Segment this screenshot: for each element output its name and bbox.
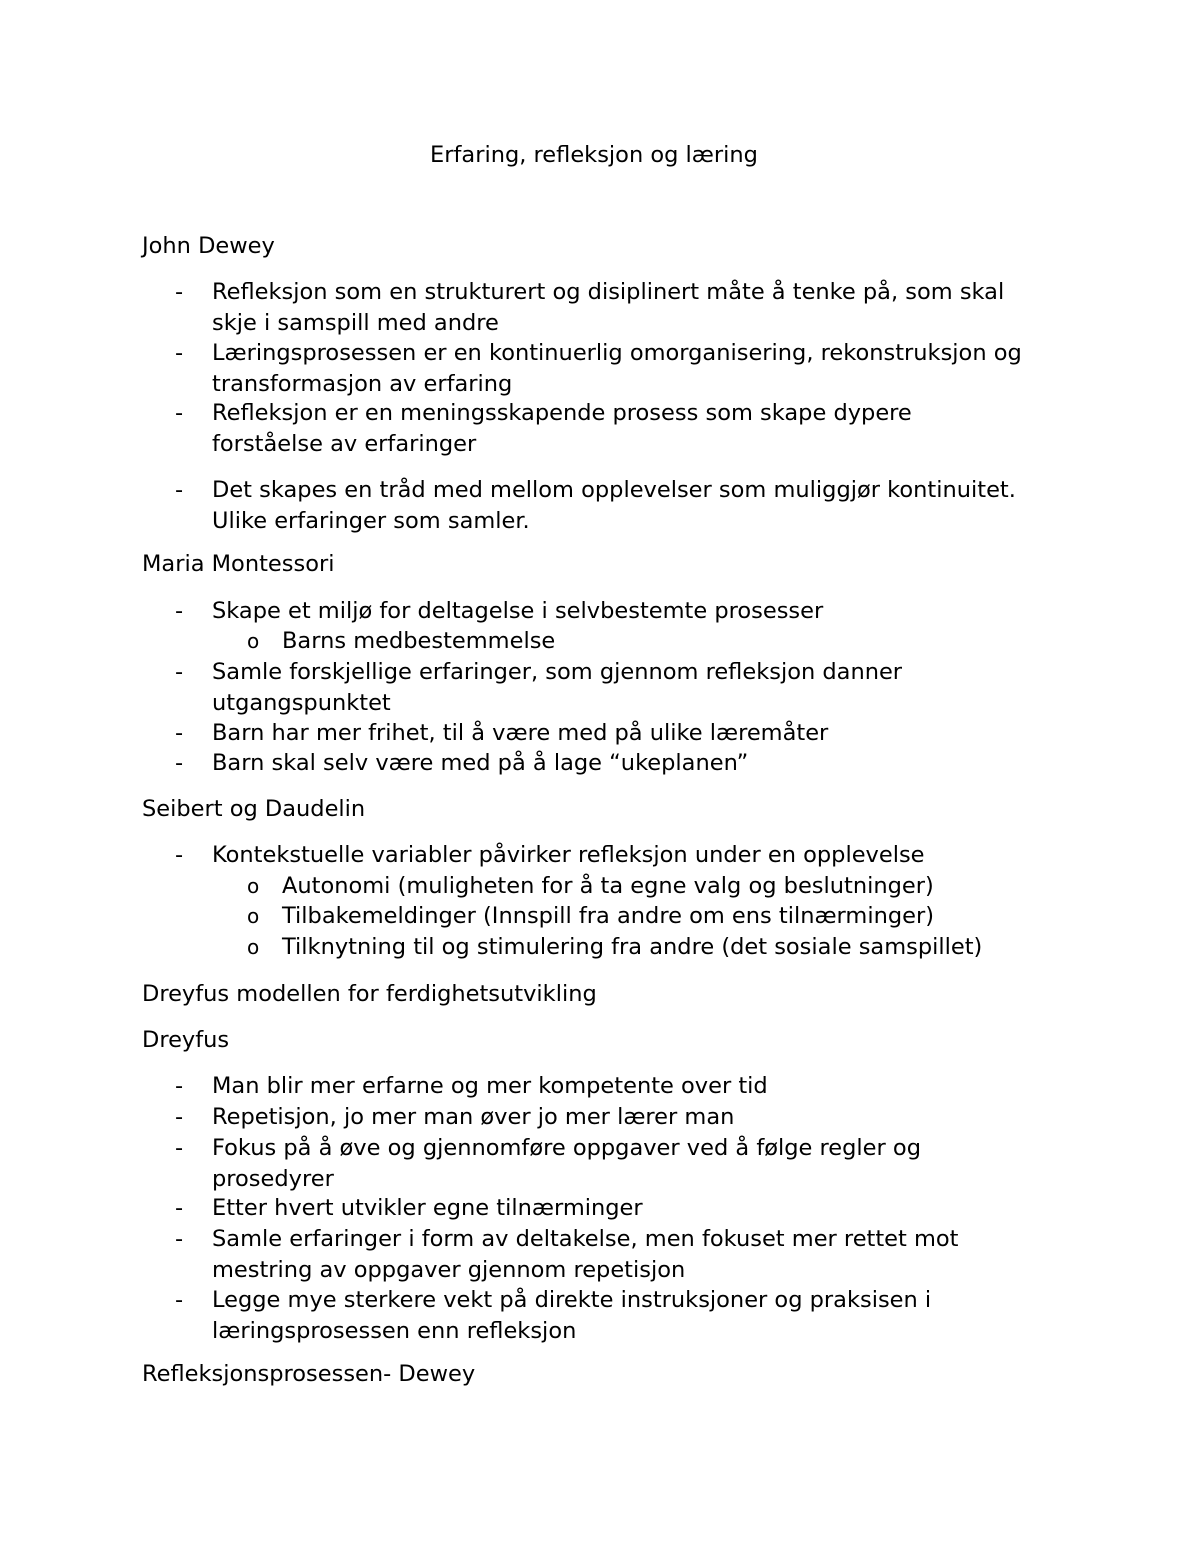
bullet-dash: - bbox=[175, 1104, 184, 1130]
list-item: - Samle forskjellige erfaringer, som gjennom refleksjon danner utgangspunktet bbox=[175, 659, 903, 716]
list-item: - Man blir mer erfarne og mer kompetente over tid bbox=[142, 1071, 1072, 1102]
section-heading-maria-montessori: Maria Montessori bbox=[142, 551, 335, 577]
bullet-dash: - bbox=[175, 1135, 184, 1161]
bullet-dash: - bbox=[175, 279, 184, 305]
list-item: - Skape et miljø for deltagelse i selvbestemte prosesser bbox=[142, 596, 1072, 627]
list-item: - Refleksjon som en strukturert og disiplinert måte å tenke på, som skal skje i samspill med andre bbox=[175, 279, 1005, 336]
list-item: - Læringsprosessen er en kontinuerlig omorganisering, rekonstruksjon og transformasjon av erfaring bbox=[175, 340, 1022, 397]
list-item: - Fokus på å øve og gjennomføre oppgaver ved å følge regler og prosedyrer bbox=[175, 1135, 921, 1192]
list-item: - Etter hvert utvikler egne tilnærminger bbox=[142, 1193, 1072, 1224]
circle-bullet: o bbox=[247, 874, 260, 898]
list-item: - Repetisjon, jo mer man øver jo mer lærer man bbox=[142, 1102, 1072, 1133]
section-heading-dreyfus: Dreyfus bbox=[142, 1027, 230, 1053]
bullet-dash: - bbox=[175, 659, 184, 685]
list-item: - Det skapes en tråd med mellom opplevelser som muliggjør kontinuitet. Ulike erfaringer som samler. bbox=[175, 477, 1016, 534]
section-heading-refleksjonsprosessen: Refleksjonsprosessen- Dewey bbox=[142, 1361, 476, 1387]
list-item: - Refleksjon er en meningsskapende prosess som skape dypere forståelse av erfaringer bbox=[175, 400, 912, 457]
list-item: - Samle erfaringer i form av deltakelse, men fokuset mer rettet mot mestring av oppgaver gjennom repetisjon bbox=[175, 1226, 959, 1283]
list-item: - Kontekstuelle variabler påvirker refleksjon under en opplevelse bbox=[142, 840, 1072, 871]
circle-bullet: o bbox=[247, 904, 260, 928]
list-item: - Barn har mer frihet, til å være med på ulike læremåter bbox=[142, 718, 1072, 749]
sub-list-item: o Barns medbestemmelse bbox=[142, 626, 1072, 657]
bullet-dash: - bbox=[175, 477, 184, 503]
bullet-dash: - bbox=[175, 400, 184, 426]
circle-bullet: o bbox=[247, 935, 260, 959]
section-heading-seibert-og-daudelin: Seibert og Daudelin bbox=[142, 796, 366, 822]
bullet-dash: - bbox=[175, 598, 184, 624]
bullet-dash: - bbox=[175, 720, 184, 746]
bullet-dash: - bbox=[175, 1073, 184, 1099]
circle-bullet: o bbox=[247, 629, 260, 653]
list-item: - Barn skal selv være med på å lage “ukeplanen” bbox=[142, 748, 1072, 779]
bullet-dash: - bbox=[175, 842, 184, 868]
sub-list-item: o Tilknytning til og stimulering fra andre (det sosiale samspillet) bbox=[142, 932, 1072, 963]
bullet-dash: - bbox=[175, 1287, 184, 1313]
sub-list-item: o Autonomi (muligheten for å ta egne valg og beslutninger) bbox=[142, 871, 1072, 902]
section-heading-john-dewey: John Dewey bbox=[142, 233, 275, 259]
section-heading-dreyfus-modellen: Dreyfus modellen for ferdighetsutvikling bbox=[142, 981, 597, 1007]
list-item: - Legge mye sterkere vekt på direkte instruksjoner og praksisen i læringsprosessen enn refleksjon bbox=[175, 1287, 932, 1344]
bullet-dash: - bbox=[175, 750, 184, 776]
document-title: Erfaring, refleksjon og læring bbox=[430, 142, 758, 168]
bullet-dash: - bbox=[175, 1195, 184, 1221]
bullet-dash: - bbox=[175, 340, 184, 366]
sub-list-item: o Tilbakemeldinger (Innspill fra andre om ens tilnærminger) bbox=[142, 901, 1072, 932]
bullet-dash: - bbox=[175, 1226, 184, 1252]
